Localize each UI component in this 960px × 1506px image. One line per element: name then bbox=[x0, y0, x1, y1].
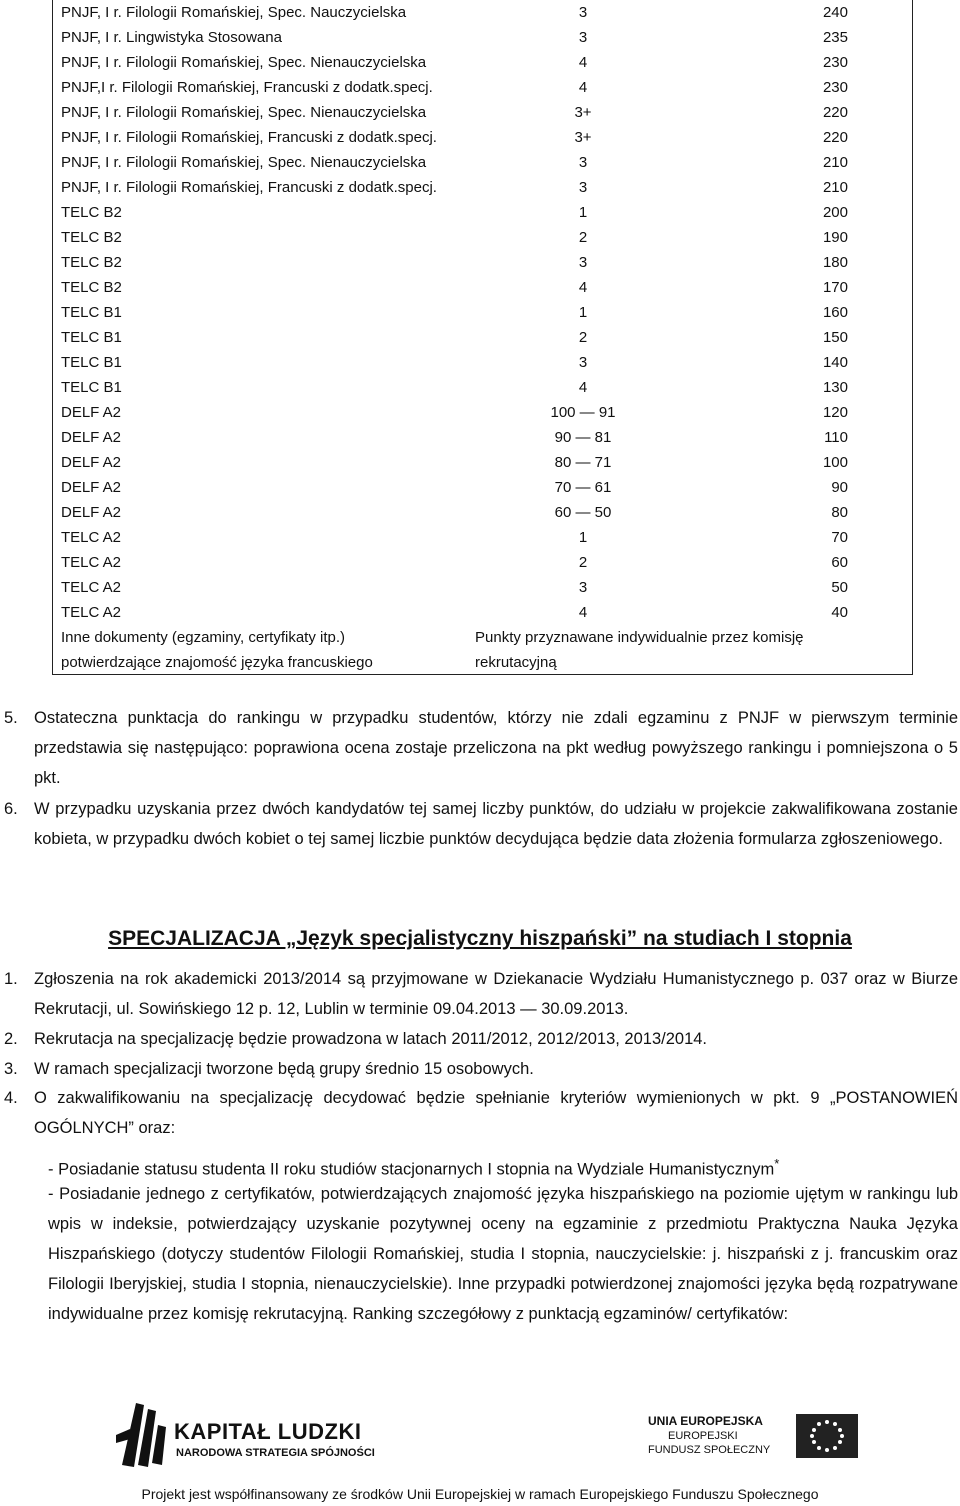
row-points: 170 bbox=[822, 279, 848, 296]
list-item-3: W ramach specjalizacji tworzone będą grupy średnio 15 osobowych. bbox=[34, 1060, 534, 1078]
table-row bbox=[53, 350, 912, 375]
row-points: 220 bbox=[822, 129, 848, 146]
table-row bbox=[53, 50, 912, 75]
row-grade: 2 bbox=[578, 229, 588, 246]
row-points: 240 bbox=[822, 4, 848, 21]
row-grade: 80 — 71 bbox=[554, 454, 612, 471]
eu-flag-icon bbox=[796, 1414, 858, 1458]
section-heading: SPECJALIZACJA „Język specjalistyczny hiszpański” na studiach I stopnia bbox=[108, 927, 852, 950]
footer-left-line-2: potwierdzające znajomość języka francuskiego bbox=[61, 654, 373, 671]
list-item-4: O zakwalifikowaniu na specjalizację decydować będzie spełnianie kryteriów wymienionych w pkt. 9 „POSTANOWIEŃ OGÓLNYCH” oraz: bbox=[34, 1089, 958, 1137]
row-points: 40 bbox=[831, 604, 848, 621]
table-row bbox=[53, 150, 912, 175]
row-name: TELC A2 bbox=[61, 529, 122, 546]
row-grade: 4 bbox=[578, 604, 588, 621]
row-points: 50 bbox=[831, 579, 848, 596]
row-points-cell bbox=[818, 200, 848, 225]
row-grade: 4 bbox=[578, 54, 588, 71]
row-name: TELC B1 bbox=[61, 329, 122, 346]
row-points: 70 bbox=[831, 529, 848, 546]
row-name: DELF A2 bbox=[61, 454, 122, 471]
row-points-cell bbox=[818, 225, 848, 250]
table-row bbox=[53, 100, 912, 125]
row-points-cell bbox=[818, 75, 848, 100]
row-name: DELF A2 bbox=[61, 479, 122, 496]
list-number-1: 1. bbox=[4, 970, 18, 988]
kapital-ludzki-title: KAPITAŁ LUDZKI bbox=[174, 1419, 362, 1444]
row-grade: 3+ bbox=[574, 129, 592, 146]
row-grade: 3+ bbox=[574, 104, 592, 121]
row-name: PNJF, I r. Filologii Romańskiej, Spec. Nienauczycielska bbox=[61, 104, 427, 121]
list-number-4: 4. bbox=[4, 1089, 18, 1107]
point-5-text: Ostateczna punktacja do rankingu w przypadku studentów, którzy nie zdali egzaminu z PNJF w pierwszym terminie przedstawia się następująco: poprawiona ocena zostaje przeliczona na pkt według powyższego rankingu i pomniejszona o 5 pkt. bbox=[34, 709, 958, 787]
row-grade: 4 bbox=[578, 279, 588, 296]
row-points: 120 bbox=[822, 404, 848, 421]
row-name: TELC B1 bbox=[61, 304, 122, 321]
row-points-cell bbox=[818, 25, 848, 50]
table-row bbox=[53, 225, 912, 250]
row-points: 150 bbox=[822, 329, 848, 346]
row-points: 130 bbox=[822, 379, 848, 396]
table-row bbox=[53, 375, 912, 400]
row-grade: 90 — 81 bbox=[554, 429, 612, 446]
eu-logo-line-2: EUROPEJSKI bbox=[668, 1430, 738, 1442]
row-points-cell bbox=[818, 425, 848, 450]
row-grade: 2 bbox=[578, 329, 588, 346]
row-name: TELC A2 bbox=[61, 579, 122, 596]
row-points-cell bbox=[818, 300, 848, 325]
row-points-cell bbox=[818, 500, 848, 525]
row-grade: 3 bbox=[578, 179, 588, 196]
row-points-cell bbox=[818, 525, 848, 550]
table-row bbox=[53, 0, 912, 25]
table-row bbox=[53, 475, 912, 500]
row-name: TELC A2 bbox=[61, 604, 122, 621]
row-grade: 4 bbox=[578, 79, 588, 96]
row-name: PNJF,I r. Filologii Romańskiej, Francuski z dodatk.specj. bbox=[61, 79, 433, 96]
row-points-cell bbox=[818, 600, 848, 625]
row-points-cell bbox=[818, 575, 848, 600]
table-row bbox=[53, 525, 912, 550]
row-name: TELC B2 bbox=[61, 229, 122, 246]
row-points-cell bbox=[818, 250, 848, 275]
row-points-cell bbox=[818, 50, 848, 75]
row-grade: 70 — 61 bbox=[554, 479, 612, 496]
table-row bbox=[53, 300, 912, 325]
criterion-2: - Posiadanie jednego z certyfikatów, potwierdzających znajomość języka hiszpańskiego na poziomie ujętym w rankingu lub wpis w indeksie, potwierdzający uzyskanie pozytywnej oceny na egzaminie z przedmiotu Praktyczna Nauka Języka Hiszpańskiego (dotyczy studentów Filologii Romańskiej, studia I stopnia, nauczycielskie: j. hiszpański z j. francuskim oraz Filologii Iberyjskiej, studia I stopnia, nienauczycielskie). Inne przypadki potwierdzonej znajomości języka będą rozpatrywane indywidualne przez komisję rekrutacyjną. Ranking szczegółowy z punktacją egzaminów/ certyfikatów: bbox=[48, 1185, 958, 1323]
kapital-ludzki-logo bbox=[112, 1395, 452, 1473]
row-name: TELC B2 bbox=[61, 204, 122, 221]
row-points: 220 bbox=[822, 104, 848, 121]
eu-logo-line-3: FUNDUSZ SPOŁECZNY bbox=[648, 1444, 771, 1456]
row-grade: 3 bbox=[578, 4, 588, 21]
points-table bbox=[52, 0, 913, 675]
row-name: PNJF, I r. Filologii Romańskiej, Spec. Nienauczycielska bbox=[61, 54, 427, 71]
row-points: 140 bbox=[822, 354, 848, 371]
row-grade: 60 — 50 bbox=[554, 504, 612, 521]
point-5-number: 5. bbox=[4, 709, 18, 727]
row-grade: 1 bbox=[578, 204, 588, 221]
row-name: TELC A2 bbox=[61, 554, 122, 571]
table-row bbox=[53, 425, 912, 450]
table-row bbox=[53, 550, 912, 575]
footer-right-line-1: Punkty przyznawane indywidualnie przez komisję bbox=[475, 629, 804, 646]
table-row bbox=[53, 500, 912, 525]
row-grade: 3 bbox=[578, 29, 588, 46]
table-row bbox=[53, 575, 912, 600]
table-row bbox=[53, 200, 912, 225]
row-points-cell bbox=[818, 325, 848, 350]
page-footer: Projekt jest współfinansowany ze środków Unii Europejskiej w ramach Europejskiego Funduszu Społecznego bbox=[141, 1486, 819, 1502]
row-points: 160 bbox=[822, 304, 848, 321]
row-grade: 4 bbox=[578, 379, 588, 396]
row-points: 230 bbox=[822, 79, 848, 96]
list-item-2: Rekrutacja na specjalizację będzie prowadzona w latach 2011/2012, 2012/2013, 2013/2014. bbox=[34, 1030, 708, 1048]
point-6-text: W przypadku uzyskania przez dwóch kandydatów tej samej liczby punktów, do udziału w projekcie zakwalifikowana zostanie kobieta, w przypadku dwóch kobiet o tej samej liczbie punktów decydująca będzie data złożenia formularza zgłoszeniowego. bbox=[34, 800, 958, 848]
row-name: PNJF, I r. Lingwistyka Stosowana bbox=[61, 29, 282, 46]
row-points-cell bbox=[818, 125, 848, 150]
row-grade: 2 bbox=[578, 554, 588, 571]
row-name: PNJF, I r. Filologii Romańskiej, Francuski z dodatk.specj. bbox=[61, 179, 437, 196]
table-row bbox=[53, 600, 912, 625]
row-points: 190 bbox=[822, 229, 848, 246]
row-name: DELF A2 bbox=[61, 404, 122, 421]
eu-logo-line-1: UNIA EUROPEJSKA bbox=[648, 1414, 763, 1428]
row-name: PNJF, I r. Filologii Romańskiej, Spec. Nauczycielska bbox=[61, 4, 407, 21]
row-grade: 1 bbox=[578, 304, 588, 321]
row-points: 60 bbox=[831, 554, 848, 571]
row-grade: 1 bbox=[578, 529, 588, 546]
row-grade: 3 bbox=[578, 579, 588, 596]
row-points: 210 bbox=[822, 154, 848, 171]
row-name: DELF A2 bbox=[61, 504, 122, 521]
row-points-cell bbox=[818, 350, 848, 375]
row-name: PNJF, I r. Filologii Romańskiej, Spec. Nienauczycielska bbox=[61, 154, 427, 171]
row-name: TELC B1 bbox=[61, 379, 122, 396]
row-grade: 3 bbox=[578, 154, 588, 171]
table-row bbox=[53, 400, 912, 425]
table-row bbox=[53, 450, 912, 475]
table-row bbox=[53, 250, 912, 275]
table-row bbox=[53, 275, 912, 300]
kapital-ludzki-emblem-icon bbox=[112, 1395, 172, 1473]
row-grade: 3 bbox=[578, 354, 588, 371]
row-name: PNJF, I r. Filologii Romańskiej, Francuski z dodatk.specj. bbox=[61, 129, 437, 146]
row-points-cell bbox=[818, 375, 848, 400]
row-name: DELF A2 bbox=[61, 429, 122, 446]
row-points: 230 bbox=[822, 54, 848, 71]
row-points-cell bbox=[818, 550, 848, 575]
table-row bbox=[53, 25, 912, 50]
row-points: 100 bbox=[822, 454, 848, 471]
table-row bbox=[53, 125, 912, 150]
row-name: TELC B1 bbox=[61, 354, 122, 371]
row-points: 210 bbox=[822, 179, 848, 196]
row-points: 235 bbox=[822, 29, 848, 46]
table-row bbox=[53, 325, 912, 350]
table-row bbox=[53, 75, 912, 100]
row-points-cell bbox=[818, 175, 848, 200]
row-points-cell bbox=[818, 275, 848, 300]
row-grade: 100 — 91 bbox=[550, 404, 616, 421]
row-name: TELC B2 bbox=[61, 279, 122, 296]
row-points: 180 bbox=[822, 254, 848, 271]
list-number-3: 3. bbox=[4, 1060, 18, 1078]
table-footer-left bbox=[61, 625, 461, 675]
row-points-cell bbox=[818, 100, 848, 125]
list-item-1: Zgłoszenia na rok akademicki 2013/2014 są przyjmowane w Dziekanacie Wydziału Humanistycznego p. 037 oraz w Biurze Rekrutacji, ul. Sowińskiego 12 p. 12, Lublin w terminie 09.04.2013 — 30.09.2013. bbox=[34, 970, 958, 1018]
footer-left-line-1: Inne dokumenty (egzaminy, certyfikaty itp.) bbox=[61, 629, 346, 646]
row-points: 90 bbox=[831, 479, 848, 496]
kapital-ludzki-subtitle: NARODOWA STRATEGIA SPÓJNOŚCI bbox=[176, 1447, 375, 1459]
row-grade: 3 bbox=[578, 254, 588, 271]
row-points: 200 bbox=[822, 204, 848, 221]
footnote-mark: * bbox=[774, 1156, 780, 1171]
list-number-2: 2. bbox=[4, 1030, 18, 1048]
row-name: TELC B2 bbox=[61, 254, 122, 271]
row-points: 110 bbox=[824, 429, 848, 446]
point-6-number: 6. bbox=[4, 800, 18, 818]
table-footer-right bbox=[475, 625, 895, 675]
criterion-1-text: - Posiadanie statusu studenta II roku studiów stacjonarnych I stopnia na Wydziale Humanistycznym bbox=[48, 1160, 775, 1179]
row-points-cell bbox=[818, 475, 848, 500]
row-points: 80 bbox=[831, 504, 848, 521]
row-points-cell bbox=[818, 450, 848, 475]
eu-logo bbox=[648, 1410, 868, 1470]
row-points-cell bbox=[818, 150, 848, 175]
table-row bbox=[53, 175, 912, 200]
row-points-cell bbox=[818, 0, 848, 25]
row-points-cell bbox=[818, 400, 848, 425]
footer-right-line-2: rekrutacyjną bbox=[475, 654, 557, 671]
